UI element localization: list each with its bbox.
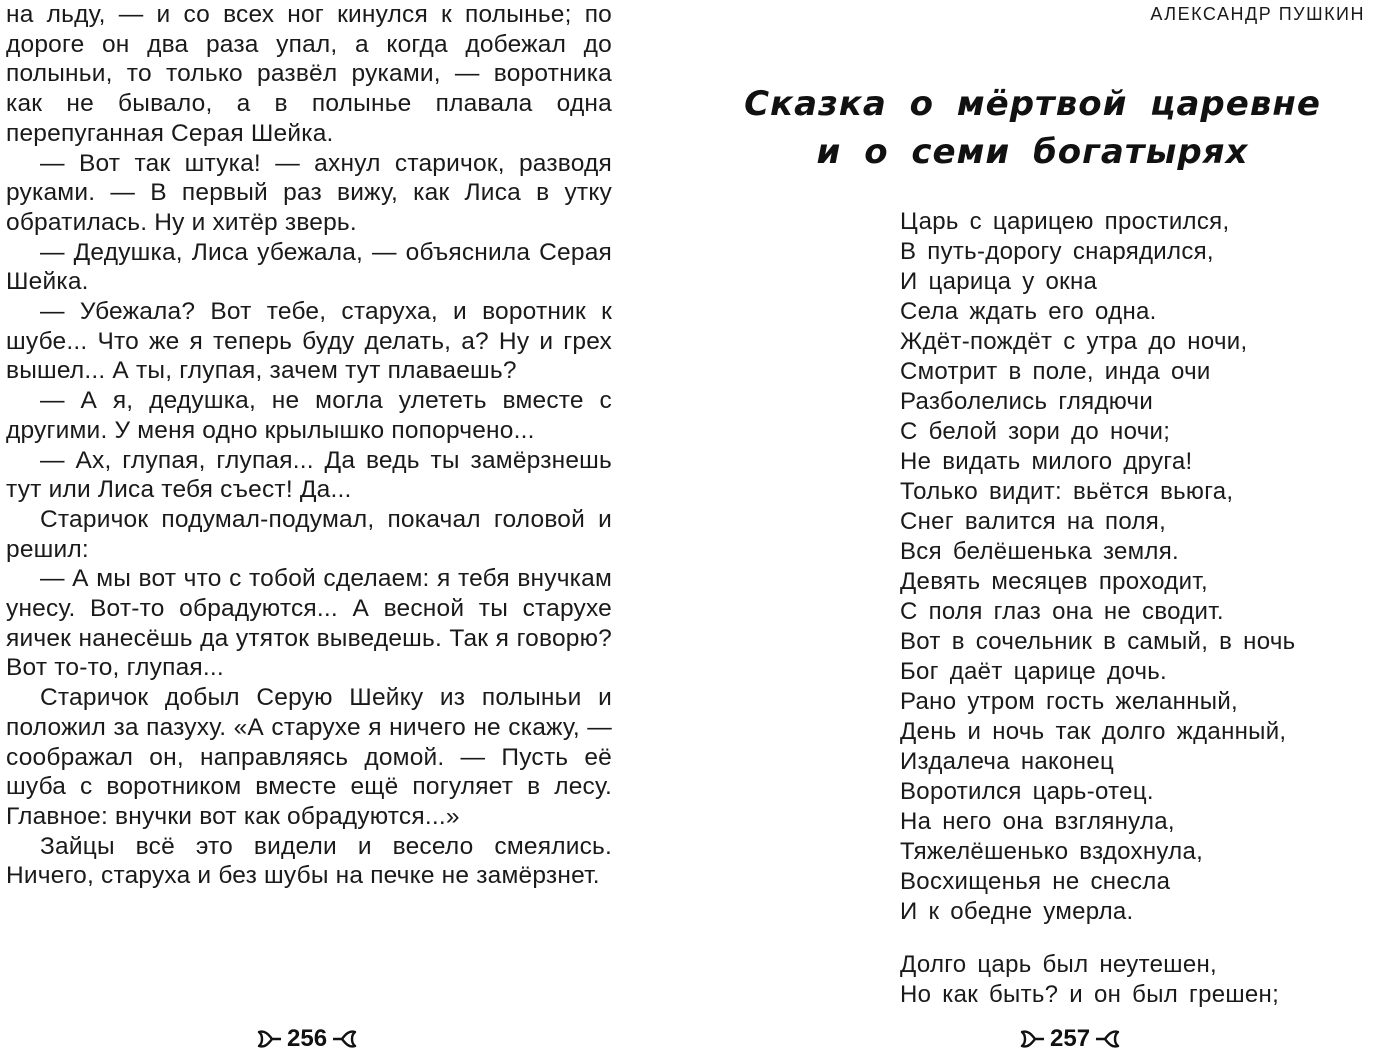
story-paragraph: — Ах, глупая, глупая... Да ведь ты замёрзнешь тут или Лиса тебя съест! Да... bbox=[6, 446, 612, 504]
poem-line: Села ждать его одна. bbox=[900, 298, 1157, 325]
story-paragraph: на льду, — и со всех ног кинулся к полынье; по дороге он два раза упал, а когда добежал до полыньи, то только развёл руками, — воротника как не бывало, а в полынье плавала одна перепуганная Серая Шейка. bbox=[6, 1, 612, 147]
scroll-ornament-icon bbox=[257, 1026, 283, 1052]
poem-line: Царь с царицею простился, bbox=[900, 208, 1230, 235]
poem-line: Снег валится на поля, bbox=[900, 508, 1167, 535]
poem-line: И к обедне умерла. bbox=[900, 898, 1134, 925]
stanza-break bbox=[900, 927, 1370, 950]
story-paragraph: Старичок добыл Серую Шейку из полыньи и положил за пазуху. «А старухе я ничего не скажу, — соображал он, направляясь домой. — Пусть её шуба с воротником вместе ещё погуляет в лесу. Главное: внучки вот как обрадуются...» bbox=[6, 684, 612, 830]
page-number-left bbox=[257, 1022, 357, 1056]
poem-line: Рано утром гость желанный, bbox=[900, 688, 1239, 715]
story-paragraph: Старичок подумал-подумал, покачал головой и решил: bbox=[6, 505, 612, 563]
poem-text bbox=[900, 207, 1370, 1010]
poem-line: Смотрит в поле, инда очи bbox=[900, 358, 1211, 385]
poem-line: Долго царь был неутешен, bbox=[900, 951, 1217, 978]
page-number-text: 256 bbox=[287, 1025, 328, 1052]
poem-line: День и ночь так долго жданный, bbox=[900, 718, 1287, 745]
running-head: АЛЕКСАНДР ПУШКИН bbox=[1150, 4, 1365, 24]
poem-line: Вся белёшенька земля. bbox=[900, 538, 1180, 565]
scroll-ornament-icon bbox=[1020, 1026, 1046, 1052]
poem-title-line: и о семи богатырях bbox=[816, 132, 1249, 172]
poem-line: С белой зори до ночи; bbox=[900, 418, 1171, 445]
story-paragraph: Зайцы всё это видели и весело смеялись. Ничего, старуха и без шубы на печке не замёрзнет. bbox=[6, 832, 612, 890]
page-number-text: 257 bbox=[1050, 1025, 1091, 1052]
poem-line: Восхищенья не снесла bbox=[900, 868, 1171, 895]
scroll-ornament-icon bbox=[331, 1026, 357, 1052]
poem-line: Не видать милого друга! bbox=[900, 448, 1193, 475]
poem-line: Но как быть? и он был грешен; bbox=[900, 981, 1280, 1008]
left-page bbox=[0, 0, 688, 1056]
poem-line: С поля глаз она не сводит. bbox=[900, 598, 1224, 625]
poem-line: Только видит: вьётся вьюга, bbox=[900, 478, 1234, 505]
poem-line: Бог даёт царице дочь. bbox=[900, 658, 1168, 685]
poem-line: Ждёт-пождёт с утра до ночи, bbox=[900, 328, 1248, 355]
poem-line: Тяжелёшенько вздохнула, bbox=[900, 838, 1204, 865]
poem-title bbox=[688, 80, 1377, 176]
story-text bbox=[6, 0, 612, 891]
story-paragraph: — Вот так штука! — ахнул старичок, разводя руками. — В первый раз вижу, как Лиса в утку обратилась. Ну и хитёр зверь. bbox=[6, 149, 612, 236]
scroll-ornament-icon bbox=[1094, 1026, 1120, 1052]
poem-line: И царица у окна bbox=[900, 268, 1098, 295]
right-page bbox=[688, 0, 1377, 1056]
story-paragraph: — А мы вот что с тобой сделаем: я тебя внучкам унесу. Вот-то обрадуются... А весной ты старухе яичек нанесёшь да утяток выведешь. Так я говорю? Вот то-то, глупая... bbox=[6, 565, 612, 682]
poem-line: Вот в сочельник в самый, в ночь bbox=[900, 628, 1296, 655]
story-paragraph: — А я, дедушка, не могла улететь вместе с другими. У меня одно крылышко попорчено... bbox=[6, 387, 612, 444]
story-paragraph: — Дедушка, Лиса убежала, — объяснила Серая Шейка. bbox=[6, 238, 612, 296]
poem-line: В путь-дорогу снарядился, bbox=[900, 238, 1214, 265]
poem-line: Издалеча наконец bbox=[900, 748, 1115, 775]
poem-line: Девять месяцев проходит, bbox=[900, 568, 1208, 595]
page-number-right bbox=[1020, 1022, 1120, 1056]
poem-line: На него она взглянула, bbox=[900, 808, 1175, 835]
poem-line: Воротился царь-отец. bbox=[900, 778, 1154, 805]
poem-line: Разболелись глядючи bbox=[900, 388, 1154, 415]
poem-title-line: Сказка о мёртвой царевне bbox=[744, 84, 1321, 124]
story-paragraph: — Убежала? Вот тебе, старуха, и воротник к шубе... Что же я теперь буду делать, а? Ну и грех вышел... А ты, глупая, зачем тут плаваешь? bbox=[6, 298, 612, 385]
